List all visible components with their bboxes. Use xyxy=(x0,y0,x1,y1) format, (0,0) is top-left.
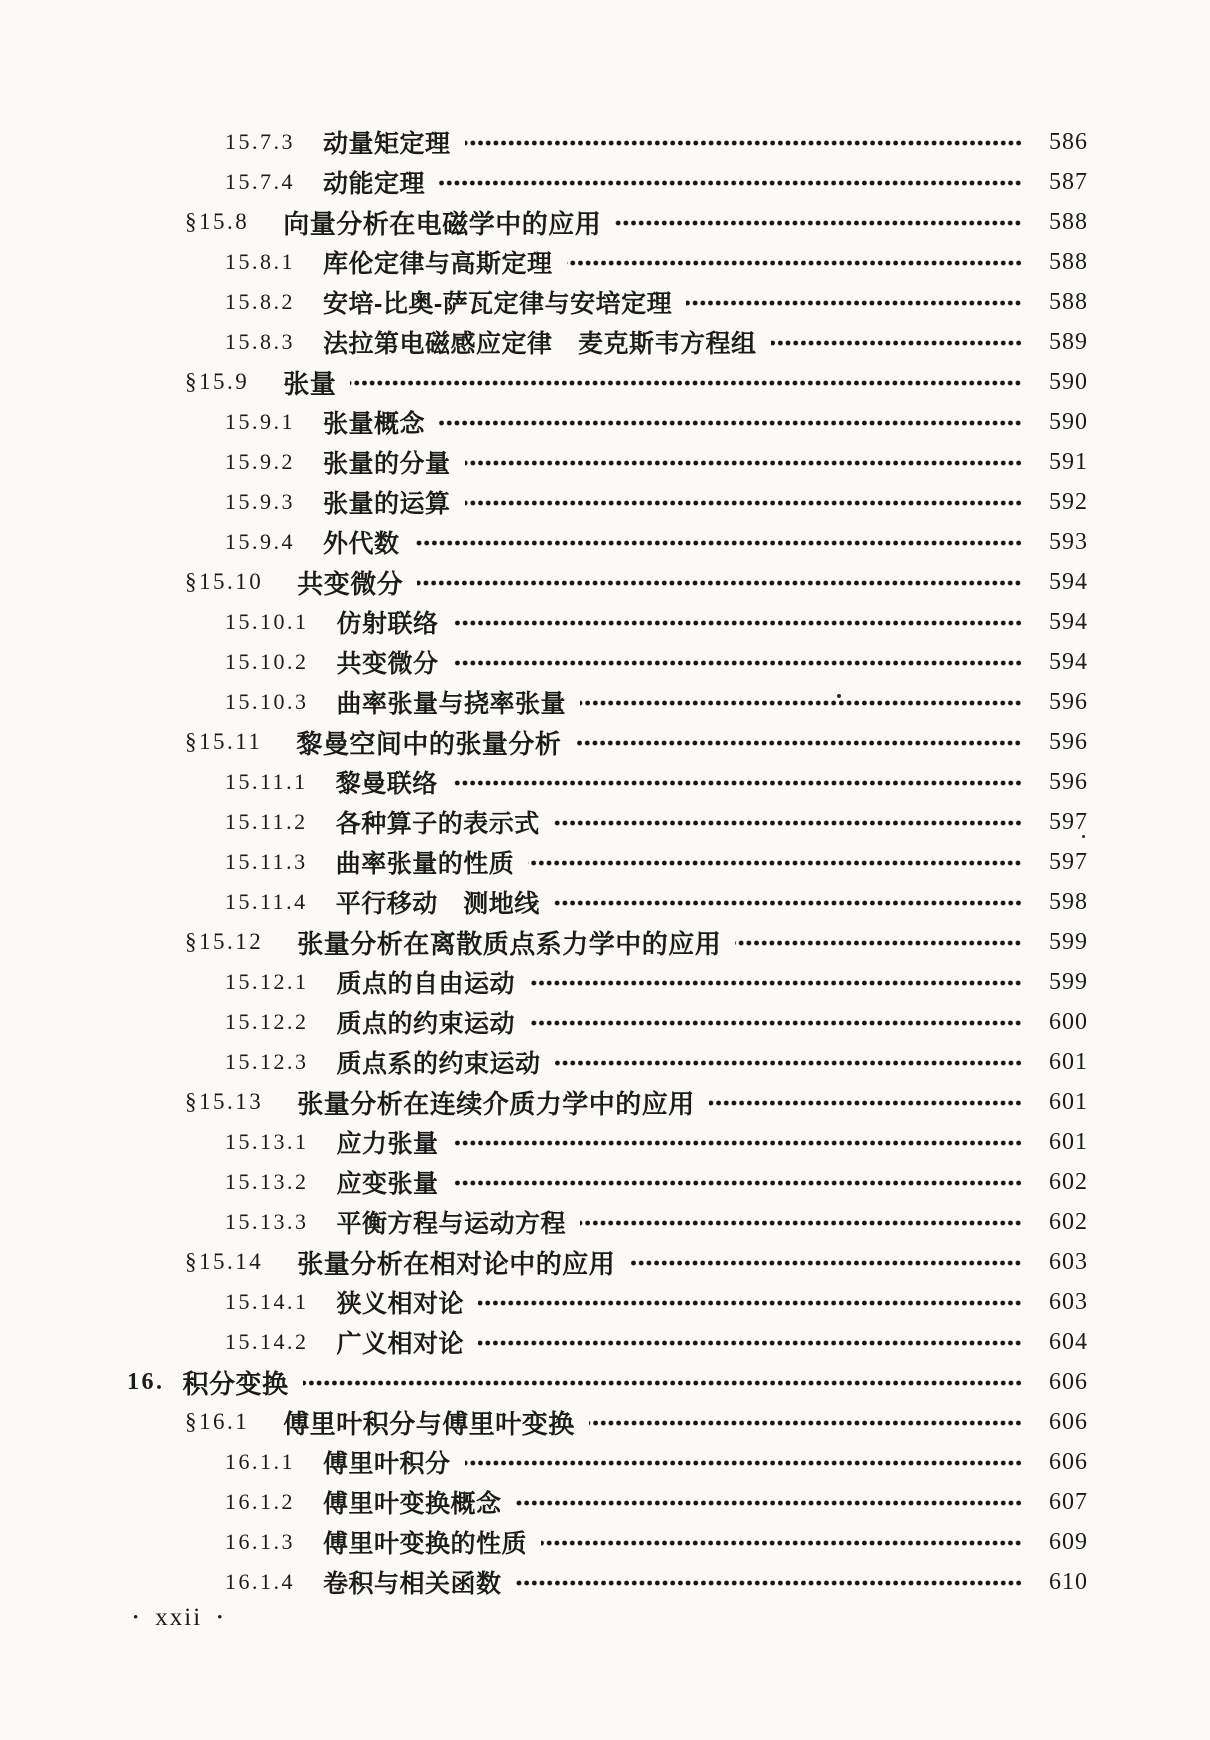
toc-entry xyxy=(0,1362,1210,1402)
toc-entry xyxy=(0,722,1210,762)
entry-page-number: 599 xyxy=(1049,928,1088,955)
dot-leader xyxy=(735,928,1022,958)
footer-right-bullet: • xyxy=(217,1609,225,1626)
dot-leader xyxy=(554,808,1022,838)
toc-entry xyxy=(0,1482,1210,1522)
entry-number: 15.11.1 xyxy=(225,769,308,794)
entry-number: 15.10.2 xyxy=(225,649,309,674)
dot-leader xyxy=(629,1248,1022,1278)
table-of-contents xyxy=(0,122,1210,1602)
toc-entry xyxy=(0,1082,1210,1122)
entry-number: 15.13.2 xyxy=(225,1169,309,1194)
dot-leader xyxy=(529,968,1022,998)
entry-number: 15.11.2 xyxy=(225,809,308,834)
scan-speck xyxy=(837,694,841,698)
dot-leader xyxy=(417,568,1022,598)
entry-title: 外代数 xyxy=(323,530,400,558)
entry-number: §15.9 xyxy=(185,369,250,394)
dot-leader xyxy=(709,1088,1022,1118)
dot-leader xyxy=(465,1448,1022,1478)
entry-page-number: 593 xyxy=(1049,528,1088,555)
dot-leader xyxy=(575,728,1022,758)
entry-title: 应力张量 xyxy=(336,1130,439,1158)
entry-number: §16.1 xyxy=(185,1409,250,1434)
entry-title: 黎曼空间中的张量分析 xyxy=(296,728,562,759)
toc-entry xyxy=(0,1442,1210,1482)
entry-title: 张量概念 xyxy=(323,410,426,438)
entry-title: 平衡方程与运动方程 xyxy=(336,1210,567,1238)
dot-leader xyxy=(529,1008,1022,1038)
entry-title: 安培-比奥-萨瓦定律与安培定理 xyxy=(323,290,673,318)
entry-number: §15.12 xyxy=(185,929,264,954)
entry-title: 法拉第电磁感应定律 麦克斯韦方程组 xyxy=(323,330,757,358)
entry-number: 15.8.1 xyxy=(225,249,295,274)
toc-entry xyxy=(0,1042,1210,1082)
dot-leader xyxy=(453,1168,1022,1198)
entry-title: 傅里叶积分与傅里叶变换 xyxy=(283,1408,575,1439)
entry-page-number: 588 xyxy=(1049,288,1088,315)
toc-entry xyxy=(0,1242,1210,1282)
entry-number: 15.11.4 xyxy=(225,889,308,914)
entry-number: 15.7.4 xyxy=(225,169,295,194)
toc-entry xyxy=(0,1202,1210,1242)
dot-leader xyxy=(350,368,1022,398)
entry-page-number: 597 xyxy=(1049,808,1088,835)
toc-entry xyxy=(0,322,1210,362)
toc-entry xyxy=(0,1162,1210,1202)
entry-page-number: 603 xyxy=(1049,1248,1088,1275)
dot-leader xyxy=(541,1528,1022,1558)
entry-number: 16. xyxy=(127,1368,165,1395)
entry-page-number: 604 xyxy=(1049,1328,1088,1355)
entry-page-number: 606 xyxy=(1049,1448,1088,1475)
entry-title: 傅里叶变换概念 xyxy=(323,1490,502,1518)
toc-entry xyxy=(0,162,1210,202)
dot-leader xyxy=(528,848,1022,878)
entry-title: 张量的分量 xyxy=(323,450,451,478)
toc-entry xyxy=(0,122,1210,162)
toc-entry xyxy=(0,882,1210,922)
entry-title: 卷积与相关函数 xyxy=(323,1570,502,1598)
toc-entry xyxy=(0,1402,1210,1442)
dot-leader xyxy=(465,448,1022,478)
dot-leader xyxy=(478,1288,1022,1318)
entry-title: 仿射联络 xyxy=(336,610,439,638)
toc-entry xyxy=(0,762,1210,802)
entry-title: 张量分析在离散质点系力学中的应用 xyxy=(297,928,722,959)
dot-leader xyxy=(303,1368,1022,1398)
dot-leader xyxy=(439,168,1022,198)
toc-entry xyxy=(0,1522,1210,1562)
entry-number: 15.13.3 xyxy=(225,1209,309,1234)
toc-entry xyxy=(0,922,1210,962)
entry-title: 曲率张量与挠率张量 xyxy=(336,690,567,718)
toc-entry xyxy=(0,1122,1210,1162)
entry-page-number: 591 xyxy=(1049,448,1088,475)
toc-entry xyxy=(0,282,1210,322)
entry-page-number: 588 xyxy=(1049,248,1088,275)
entry-title: 各种算子的表示式 xyxy=(335,810,540,838)
dot-leader xyxy=(414,528,1022,558)
entry-page-number: 600 xyxy=(1049,1008,1088,1035)
dot-leader xyxy=(580,1208,1022,1238)
toc-entry xyxy=(0,482,1210,522)
entry-title: 质点的约束运动 xyxy=(336,1010,516,1038)
entry-page-number: 602 xyxy=(1049,1168,1088,1195)
entry-number: 15.10.1 xyxy=(225,609,309,634)
toc-entry xyxy=(0,402,1210,442)
dot-leader xyxy=(452,768,1022,798)
entry-title: 动能定理 xyxy=(323,170,426,198)
toc-entry xyxy=(0,682,1210,722)
dot-leader xyxy=(439,408,1022,438)
entry-page-number: 601 xyxy=(1049,1048,1088,1075)
dot-leader xyxy=(465,488,1022,518)
toc-entry xyxy=(0,602,1210,642)
entry-page-number: 592 xyxy=(1049,488,1088,515)
entry-title: 共变微分 xyxy=(336,650,439,678)
entry-number: 15.9.3 xyxy=(225,489,295,514)
entry-page-number: 599 xyxy=(1049,968,1088,995)
entry-title: 质点的自由运动 xyxy=(336,970,516,998)
toc-entry xyxy=(0,522,1210,562)
dot-leader xyxy=(771,328,1022,358)
entry-title: 平行移动 测地线 xyxy=(335,890,540,918)
dot-leader xyxy=(465,128,1022,158)
entry-title: 傅里叶积分 xyxy=(323,1450,451,1478)
entry-number: §15.11 xyxy=(185,729,263,754)
entry-title: 积分变换 xyxy=(182,1368,289,1399)
entry-number: 15.14.2 xyxy=(225,1329,309,1354)
scan-speck xyxy=(1082,835,1085,838)
dot-leader xyxy=(555,1048,1022,1078)
entry-page-number: 594 xyxy=(1049,648,1088,675)
entry-page-number: 597 xyxy=(1049,848,1088,875)
entry-title: 库伦定律与高斯定理 xyxy=(323,250,553,278)
dot-leader xyxy=(478,1328,1022,1358)
dot-leader xyxy=(580,688,1022,718)
entry-number: 15.9.4 xyxy=(225,529,295,554)
entry-number: 15.13.1 xyxy=(225,1129,309,1154)
toc-entry xyxy=(0,202,1210,242)
entry-page-number: 596 xyxy=(1049,768,1088,795)
footer-left-bullet: • xyxy=(133,1609,141,1626)
entry-number: 15.9.1 xyxy=(225,409,295,434)
entry-page-number: 607 xyxy=(1049,1488,1088,1515)
dot-leader xyxy=(516,1568,1022,1598)
entry-number: 15.12.2 xyxy=(225,1009,309,1034)
toc-entry xyxy=(0,642,1210,682)
entry-number: 15.12.3 xyxy=(225,1049,309,1074)
dot-leader xyxy=(453,648,1022,678)
entry-page-number: 610 xyxy=(1049,1568,1088,1595)
entry-title: 张量的运算 xyxy=(323,490,451,518)
toc-entry xyxy=(0,962,1210,1002)
entry-number: 16.1.4 xyxy=(225,1569,295,1594)
footer-page-number: xxii xyxy=(155,1604,203,1631)
entry-page-number: 594 xyxy=(1049,568,1088,595)
entry-title: 向量分析在电磁学中的应用 xyxy=(283,208,602,239)
entry-number: 16.1.3 xyxy=(225,1529,295,1554)
dot-leader xyxy=(554,888,1022,918)
entry-page-number: 590 xyxy=(1049,368,1088,395)
entry-number: 15.8.3 xyxy=(225,329,295,354)
entry-number: 15.9.2 xyxy=(225,449,295,474)
page-footer xyxy=(133,1604,224,1632)
entry-title: 广义相对论 xyxy=(336,1330,465,1358)
entry-title: 曲率张量的性质 xyxy=(335,850,515,878)
entry-number: 15.11.3 xyxy=(225,849,308,874)
entry-number: 15.7.3 xyxy=(225,129,295,154)
toc-entry xyxy=(0,1002,1210,1042)
entry-number: 15.14.1 xyxy=(225,1289,309,1314)
entry-page-number: 596 xyxy=(1049,688,1088,715)
dot-leader xyxy=(567,248,1022,278)
toc-entry xyxy=(0,562,1210,602)
dot-leader xyxy=(589,1408,1022,1438)
entry-title: 张量 xyxy=(283,368,337,399)
entry-page-number: 601 xyxy=(1049,1088,1088,1115)
entry-number: 15.8.2 xyxy=(225,289,295,314)
entry-title: 质点系的约束运动 xyxy=(336,1050,541,1078)
entry-title: 动量矩定理 xyxy=(323,130,451,158)
entry-number: §15.13 xyxy=(185,1089,264,1114)
toc-entry xyxy=(0,802,1210,842)
entry-number: 15.10.3 xyxy=(225,689,309,714)
dot-leader xyxy=(615,208,1022,238)
entry-page-number: 594 xyxy=(1049,608,1088,635)
entry-title: 傅里叶变换的性质 xyxy=(323,1530,528,1558)
entry-page-number: 596 xyxy=(1049,728,1088,755)
entry-title: 张量分析在连续介质力学中的应用 xyxy=(297,1088,695,1119)
toc-entry xyxy=(0,242,1210,282)
entry-title: 狭义相对论 xyxy=(336,1290,465,1318)
dot-leader xyxy=(453,1128,1022,1158)
entry-number: §15.8 xyxy=(185,209,250,234)
entry-number: §15.14 xyxy=(185,1249,264,1274)
toc-entry xyxy=(0,362,1210,402)
entry-page-number: 587 xyxy=(1049,168,1088,195)
entry-page-number: 598 xyxy=(1049,888,1088,915)
entry-number: 16.1.1 xyxy=(225,1449,295,1474)
entry-page-number: 588 xyxy=(1049,208,1088,235)
entry-number: 15.12.1 xyxy=(225,969,309,994)
entry-page-number: 606 xyxy=(1049,1408,1088,1435)
entry-page-number: 586 xyxy=(1049,128,1088,155)
entry-page-number: 603 xyxy=(1049,1288,1088,1315)
dot-leader xyxy=(686,288,1022,318)
entry-number: 16.1.2 xyxy=(225,1489,295,1514)
dot-leader xyxy=(516,1488,1022,1518)
entry-page-number: 602 xyxy=(1049,1208,1088,1235)
entry-page-number: 589 xyxy=(1049,328,1088,355)
entry-title: 黎曼联络 xyxy=(335,770,438,798)
entry-title: 张量分析在相对论中的应用 xyxy=(297,1248,616,1279)
entry-page-number: 609 xyxy=(1049,1528,1088,1555)
entry-page-number: 601 xyxy=(1049,1128,1088,1155)
toc-entry xyxy=(0,1282,1210,1322)
entry-page-number: 590 xyxy=(1049,408,1088,435)
toc-entry xyxy=(0,842,1210,882)
entry-title: 应变张量 xyxy=(336,1170,439,1198)
entry-number: §15.10 xyxy=(185,569,264,594)
entry-page-number: 606 xyxy=(1049,1368,1088,1395)
entry-title: 共变微分 xyxy=(297,568,404,599)
toc-entry xyxy=(0,1562,1210,1602)
toc-entry xyxy=(0,442,1210,482)
toc-entry xyxy=(0,1322,1210,1362)
dot-leader xyxy=(453,608,1022,638)
